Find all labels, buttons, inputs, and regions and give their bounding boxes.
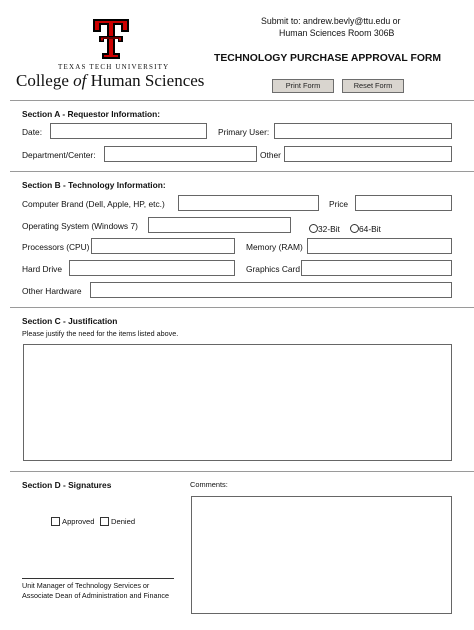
department-label: Department/Center:	[22, 150, 96, 160]
computer-brand-label: Computer Brand (Dell, Apple, HP, etc.)	[22, 199, 165, 209]
approved-label: Approved	[62, 517, 95, 526]
radio-32-bit-label: 32-Bit	[318, 224, 340, 234]
college-name-post: Human Sciences	[90, 71, 205, 90]
radio-32-bit[interactable]	[309, 224, 318, 233]
reset-form-button[interactable]: Reset Form	[342, 79, 404, 93]
print-form-button[interactable]: Print Form	[272, 79, 334, 93]
memory-input[interactable]	[307, 238, 452, 254]
section-divider-c	[10, 471, 474, 472]
section-divider-top	[10, 100, 474, 101]
justification-textarea[interactable]	[23, 344, 452, 461]
other-label: Other	[260, 150, 281, 160]
signature-line[interactable]	[22, 578, 174, 579]
graphics-card-input[interactable]	[301, 260, 452, 276]
signer-title-line-1: Unit Manager of Technology Services or	[22, 581, 150, 590]
denied-checkbox[interactable]	[100, 517, 109, 526]
college-name-pre: College	[16, 71, 69, 90]
memory-label: Memory (RAM)	[246, 242, 303, 252]
price-label: Price	[329, 199, 349, 209]
department-input[interactable]	[104, 146, 257, 162]
section-c-title: Section C - Justification	[22, 316, 118, 326]
section-divider-a	[10, 171, 474, 172]
primary-user-label: Primary User:	[218, 127, 270, 137]
other-hardware-label: Other Hardware	[22, 286, 82, 296]
comments-label: Comments:	[190, 480, 228, 489]
hard-drive-input[interactable]	[69, 260, 235, 276]
radio-64-bit-label: 64-Bit	[359, 224, 381, 234]
approved-checkbox[interactable]	[51, 517, 60, 526]
computer-brand-input[interactable]	[178, 195, 319, 211]
price-input[interactable]	[355, 195, 452, 211]
form-title: TECHNOLOGY PURCHASE APPROVAL FORM	[214, 53, 442, 64]
justification-instruction: Please justify the need for the items listed above.	[22, 329, 179, 338]
college-name	[16, 71, 204, 91]
date-label: Date:	[22, 127, 43, 137]
graphics-card-label: Graphics Card	[246, 264, 300, 274]
section-divider-b	[10, 307, 474, 308]
ttu-double-t-logo	[91, 17, 131, 61]
denied-label: Denied	[111, 517, 136, 526]
hard-drive-label: Hard Drive	[22, 264, 63, 274]
date-input[interactable]	[50, 123, 207, 139]
university-name: TEXAS TECH UNIVERSITY	[58, 63, 170, 71]
section-b-title: Section B - Technology Information:	[22, 180, 166, 190]
double-t-icon	[91, 17, 131, 61]
radio-64-bit[interactable]	[350, 224, 359, 233]
other-hardware-input[interactable]	[90, 282, 452, 298]
submit-line-2: Human Sciences Room 306B	[279, 28, 395, 38]
processors-input[interactable]	[91, 238, 235, 254]
processors-label: Processors (CPU)	[22, 242, 90, 252]
comments-textarea[interactable]	[191, 496, 452, 614]
operating-system-label: Operating System (Windows 7)	[22, 221, 138, 231]
section-d-title: Section D - Signatures	[22, 480, 112, 490]
operating-system-input[interactable]	[148, 217, 291, 233]
college-name-of: of	[73, 71, 87, 90]
other-input[interactable]	[284, 146, 452, 162]
submit-line-1: Submit to: andrew.bevly@ttu.edu or	[261, 16, 401, 26]
primary-user-input[interactable]	[274, 123, 452, 139]
section-a-title: Section A - Requestor Information:	[22, 109, 161, 119]
signer-title-line-2: Associate Dean of Administration and Finance	[22, 591, 170, 600]
